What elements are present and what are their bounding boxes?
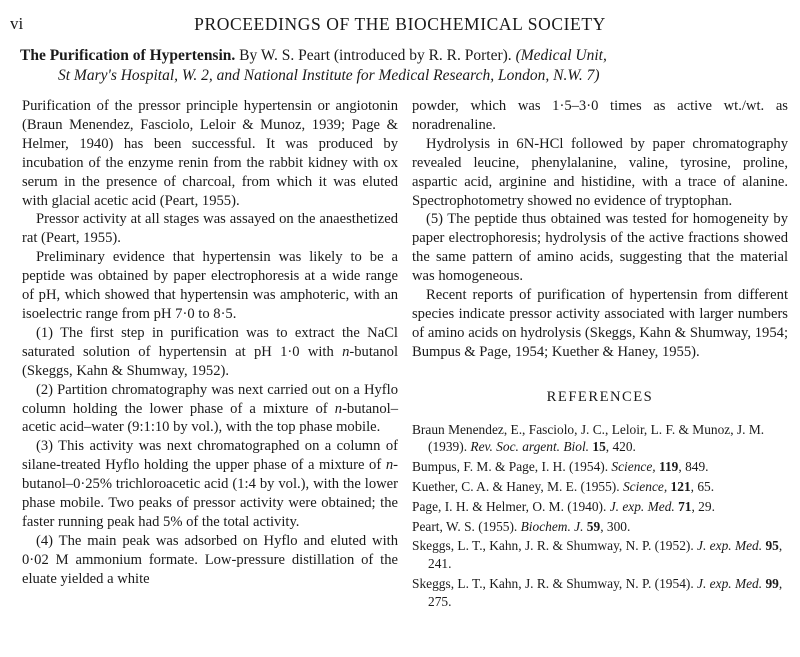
paragraph: Preliminary evidence that hypertensin was likely to be a peptide was obtained by paper electrophoresis at a wide range of pH, which showed that hypertensin was amphoteric, with an isoelectric range from pH 7·0 to 8·5. (22, 249, 398, 322)
references-heading: REFERENCES (546, 388, 654, 405)
paragraph: (3) This activity was next chromatographed on a column of silane-treated Hyflo holding the upper phase of a mixture of n-butanol–0·25% trichloroacetic acid (1:4 by vol.), with the lower phase mobile. Two peaks of pressor activity were obtained; the faster running peak had 5% of the total activity. (22, 438, 398, 530)
paragraph: (5) The peptide thus obtained was tested for homogeneity by paper electrophoresis; hydrolysis of the active fractions showed the same pattern of amino acids, suggesting that the material was homogeneous. (412, 211, 788, 285)
article-title: The Purification of Hypertensin. (20, 47, 236, 64)
reference-item: Page, I. H. & Helmer, O. M. (1940). J. exp. Med. 71, 29. (412, 498, 715, 514)
reference-item: Peart, W. S. (1955). Biochem. J. 59, 300. (412, 518, 631, 534)
reference-item: Bumpus, F. M. & Page, I. H. (1954). Science, 119, 849. (412, 459, 709, 475)
paragraph: (4) The main peak was adsorbed on Hyflo and eluted with 0·02 M ammonium formate. Low-pressure distillation of the eluate yielded a white (22, 532, 398, 587)
paragraph: (1) The first step in purification was to extract the NaCl saturated solution of hypertensin at pH 1·0 with n-butanol (Skeggs, Kahn & Shumway, 1952). (22, 324, 398, 379)
affiliation-start: (Medical Unit, (515, 47, 607, 64)
left-column (22, 97, 398, 589)
running-header (0, 14, 800, 38)
title-line-1 (20, 46, 790, 66)
reference-item: Braun Menendez, E., Fasciolo, J. C., Leloir, L. F. & Munoz, J. M. (1939). Rev. Soc. argent. Biol. 15, 420. (412, 421, 765, 455)
reference-list (412, 421, 788, 611)
paragraph: Pressor activity at all stages was assayed on the anaesthetized rat (Peart, 1955). (22, 211, 398, 247)
paragraph: (2) Partition chromatography was next carried out on a Hyflo column holding the lower phase of a mixture of n-butanol–acetic acid–water (9:1:10 by vol.), with the top phase mobile. (22, 381, 398, 436)
right-column (412, 97, 788, 613)
affiliation: St Mary's Hospital, W. 2, and National Institute for Medical Research, London, N.W. 7) (58, 67, 600, 84)
paragraph: powder, which was 1·5–3·0 times as active wt./wt. as noradrenaline. (412, 98, 788, 133)
paragraph: Purification of the pressor principle hypertensin or angiotonin (Braun Menendez, Fasciolo, Leloir & Munoz, 1939; Page & Helmer, 1940) has been successful. It was produced by incubation of the enzyme renin from the rabbit kidney with ox serum in the presence of charcoal, from which it was eluted with glacial acetic acid (Peart, 1955). (22, 98, 398, 209)
journal-title: PROCEEDINGS OF THE BIOCHEMICAL SOCIETY (194, 14, 606, 34)
paragraph: Recent reports of purification of hypertensin from different species indicate pressor activity associated with larger numbers of amino acids on hydrolysis (Skeggs, Kahn & Shumway, 1954; Bumpus & Page, 1954; Kuether & Haney, 1955). (412, 287, 788, 360)
author-line: By W. S. Peart (introduced by R. R. Porter). (239, 47, 512, 64)
reference-item: Skeggs, L. T., Kahn, J. R. & Shumway, N. P. (1952). J. exp. Med. 95, 241. (412, 538, 783, 572)
article-title-block (20, 46, 790, 86)
reference-item: Kuether, C. A. & Haney, M. E. (1955). Science, 121, 65. (412, 478, 715, 494)
paragraph: Hydrolysis in 6N-HCl followed by paper chromatography revealed leucine, phenylalanine, valine, tyrosine, proline, aspartic acid, arginine and histidine, with a trace of alanine. Spectrophotometry showed no evidence of tryptophan. (412, 135, 788, 209)
reference-item: Skeggs, L. T., Kahn, J. R. & Shumway, N. P. (1954). J. exp. Med. 99, 275. (412, 575, 783, 609)
page-number: vi (10, 14, 24, 33)
